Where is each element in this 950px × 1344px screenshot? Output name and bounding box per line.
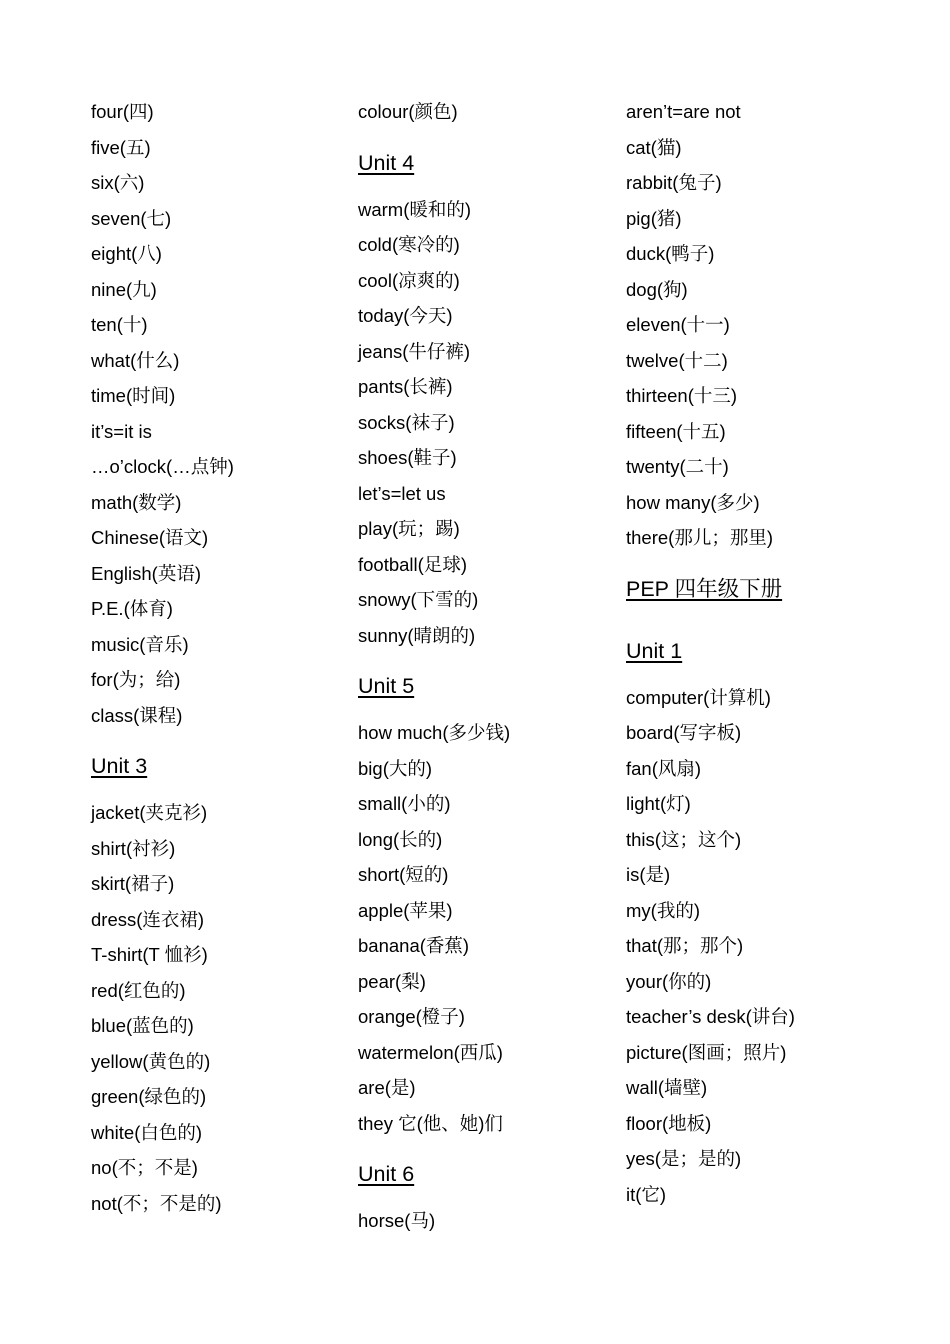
- vocab-item: twenty(二十): [626, 456, 729, 477]
- vocab-item: fifteen(十五): [626, 420, 726, 442]
- vocab-item: jacket(夹克衫): [91, 802, 208, 823]
- vocab-item: computer(计算机): [626, 686, 771, 708]
- section-heading: Unit 6: [358, 1162, 415, 1186]
- vocab-item: English(英语): [91, 562, 201, 584]
- vocab-item: time(时间): [91, 385, 176, 406]
- section-heading: Unit 5: [358, 674, 415, 698]
- vocab-item: class(课程): [91, 704, 183, 726]
- section-heading: Unit 1: [626, 638, 683, 663]
- vocab-item: your(你的): [626, 970, 712, 992]
- vocab-item: cold(寒冷的): [358, 234, 460, 255]
- vocab-item: is(是): [626, 864, 671, 885]
- vocab-item: eight(八): [91, 243, 162, 264]
- vocab-item: pig(猪): [626, 207, 682, 229]
- vocab-item: blue(蓝色的): [91, 1015, 194, 1036]
- vocab-item: yes(是；是的): [626, 1148, 742, 1169]
- vocab-item: football(足球): [358, 553, 467, 575]
- vocab-item: long(长的): [358, 828, 443, 850]
- vocab-item: today(今天): [358, 305, 453, 326]
- vocab-item: sunny(晴朗的): [358, 624, 476, 646]
- vocab-item: yellow(黄色的): [91, 1050, 211, 1072]
- vocab-item: ten(十): [91, 314, 148, 335]
- vocab-item: warm(暖和的): [358, 198, 472, 220]
- vocab-item: duck(鸭子): [626, 243, 715, 264]
- vocab-item: eleven(十一): [626, 314, 730, 335]
- vocab-item: green(绿色的): [91, 1086, 207, 1107]
- vocab-item: for(为；给): [91, 669, 181, 690]
- vocab-item: four(四): [91, 101, 154, 122]
- vocab-item: wall(墙壁): [626, 1077, 708, 1098]
- vocab-item: pear(梨): [358, 970, 426, 992]
- vocab-item: are(是): [358, 1077, 416, 1098]
- vocab-item: jeans(牛仔裤): [358, 340, 471, 362]
- vocab-item: that(那；那个): [626, 935, 744, 956]
- vocab-item: skirt(裙子): [91, 873, 175, 894]
- vocab-item: T-shirt(T 恤衫): [91, 944, 208, 965]
- vocab-item: …o’clock(…点钟): [91, 456, 234, 477]
- vocab-item: music(音乐): [91, 633, 189, 655]
- vocab-item: fan(风扇): [626, 757, 702, 779]
- vocab-item: seven(七): [91, 207, 172, 229]
- vocab-item: red(红色的): [91, 979, 186, 1001]
- vocab-item: twelve(十二): [626, 349, 728, 371]
- vocab-item: nine(九): [91, 278, 157, 300]
- section-heading: Unit 3: [91, 754, 148, 778]
- vocab-item: let’s=let us: [358, 482, 446, 504]
- vocab-item: no(不；不是): [91, 1157, 198, 1178]
- vocab-item: colour(颜色): [358, 101, 458, 122]
- vocab-item: shirt(衬衫): [91, 837, 176, 859]
- vocab-item: my(我的): [626, 899, 700, 921]
- vocab-item: play(玩；踢): [358, 518, 460, 539]
- vocab-item: it(它): [626, 1183, 667, 1205]
- vocab-item: small(小的): [358, 793, 451, 814]
- vocab-item: short(短的): [358, 864, 449, 885]
- vocab-item: shoes(鞋子): [358, 447, 457, 468]
- vocab-item: rabbit(兔子): [626, 172, 722, 193]
- vocab-item: math(数学): [91, 491, 182, 513]
- vocab-item: not(不；不是的): [91, 1192, 222, 1214]
- vocab-item: orange(橙子): [358, 1006, 465, 1027]
- vocab-item: five(五): [91, 136, 151, 158]
- section-heading: PEP 四年级下册: [626, 576, 783, 601]
- vocab-item: six(六): [91, 172, 145, 193]
- vocab-item: socks(袜子): [358, 411, 455, 433]
- vocab-item: there(那儿；那里): [626, 527, 773, 548]
- vocab-item: it’s=it is: [91, 420, 152, 442]
- vocab-item: floor(地板): [626, 1112, 712, 1134]
- vocab-item: dress(连衣裙): [91, 908, 205, 930]
- vocab-item: white(白色的): [91, 1121, 203, 1143]
- vocab-item: snowy(下雪的): [358, 589, 479, 610]
- vocab-item: horse(马): [358, 1210, 436, 1231]
- vocab-item: Chinese(语文): [91, 527, 209, 548]
- vocab-item: banana(香蕉): [358, 935, 470, 956]
- vocab-item: what(什么): [91, 349, 180, 371]
- vocab-item: aren’t=are not: [626, 101, 741, 122]
- vocab-item: board(写字板): [626, 722, 742, 743]
- vocab-item: they 它(他、她)们: [358, 1112, 503, 1134]
- vocab-item: light(灯): [626, 793, 691, 814]
- vocab-item: this(这；这个): [626, 828, 742, 850]
- vocab-item: pants(长裤): [358, 376, 453, 397]
- vocab-item: cat(猫): [626, 136, 682, 158]
- vocab-item: how many(多少): [626, 491, 760, 513]
- vocab-item: apple(苹果): [358, 899, 453, 921]
- vocab-item: watermelon(西瓜): [358, 1041, 503, 1063]
- vocab-item: P.E.(体育): [91, 598, 173, 619]
- vocab-item: big(大的): [358, 757, 433, 779]
- vocab-item: teacher’s desk(讲台): [626, 1006, 795, 1027]
- section-heading: Unit 4: [358, 150, 415, 175]
- vocab-item: dog(狗): [626, 278, 688, 300]
- vocab-item: thirteen(十三): [626, 385, 738, 406]
- vocab-item: how much(多少钱): [358, 722, 511, 743]
- vocab-item: cool(凉爽的): [358, 269, 460, 291]
- vocab-item: picture(图画；照片): [626, 1041, 787, 1063]
